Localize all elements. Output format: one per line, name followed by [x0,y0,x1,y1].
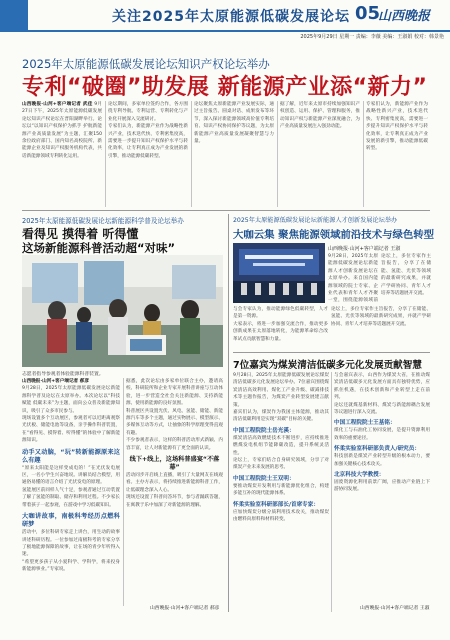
left-story-subhead-1: 动手又动脑，“玩”转新能源原来这么有趣 [22,448,120,464]
left-story-paragraph: “原来太阳能是这样变成电的！”在光伏发电展区，一名小学生兴奋地说。讲解员结合模型，用通俗易懂的语言介绍了光伏发电的原理。 [22,465,120,486]
right-bottom-subhead-1: 中国工程院院士岳光溪： [233,427,295,434]
left-story-bottom-credit: 山西晚报·山河+客户端记者 郝彦 [150,606,220,611]
right-bottom-headline: 7位嘉宾为煤炭清洁低碳多元化发展贡献智慧 [233,360,422,371]
column-divider [331,372,332,612]
lead-column-5 [366,101,428,207]
science-exhibition-photo [22,255,223,367]
left-story-paragraph: 不少参观者表示，这样的科普活动形式新颖、内容丰富，让人对新能源有了更全面的认识。 [126,438,223,451]
right-bottom-paragraph: 9月28日，2025年太原能源低碳发展论坛煤炭清洁低碳多元化发展论坛举办。7位嘉宾围绕煤炭清洁高效利用、煤化工产业升级、碳减排技术等主题作报告，为煤炭产业转型发展建言献策。 [233,373,329,408]
left-story-paragraph: 现场设置多个互动展区，参观者可以近距离观察光伏板、储能电池等设备，亲手操作科普装置，在“看得见、摸得着、听得懂”的体验中了解新能源知识。 [22,416,120,444]
lead-column-2 [108,101,188,207]
column-divider [123,378,124,606]
lead-byline: 山西晚报·山河+客户端记者 武佳 [22,102,93,107]
right-top-column-4 [331,306,431,350]
right-bottom-paragraph: 煤炭清洁高效燃烧技术不断进步，应持续推进燃煤发电机组节能降碳改造，提升系统灵活性。 [233,435,329,456]
left-story-paragraph: 活动中，多位科研专家走上讲台，用生动的故事讲述科研历程。一位参加过南极科考的专家分享了极地能源保障的故事，让在场的青少年听得入迷。 [22,530,120,558]
right-bottom-paragraph: 论坛还就煤基新材料、煤炭与新能源耦合发展等议题进行深入交流。 [334,402,430,416]
lead-column-1 [22,101,102,207]
forum-stage-photo [233,243,325,303]
right-bottom-paragraph: 嘉宾们认为，煤炭作为我国主体能源，推动其清洁低碳利用是实现“双碳”目标的关键。 [233,410,329,423]
page-divider [228,214,229,612]
lead-paragraph: 论坛期间，多家单位签约合作，各方围绕专利导航、专利运营、专利转化与产业化开展深入交流研讨。 [108,102,188,122]
exhibition-illustration [22,255,223,367]
left-story-column-2 [126,378,223,598]
column-divider [191,101,192,207]
right-top-byline: 山西晚报·山河+客户端记者 王淑 [328,246,401,252]
forum-stage-illustration [233,243,325,303]
column-divider [105,101,106,207]
newspaper-brand-logo: 山西晚报 [378,9,431,24]
date-line: 2025年9月29日 星期一 责编：李薇 美编：王淑娟 校对：韩景艳 [300,34,444,40]
right-bottom-subhead-2: 中国工程院院士王双明： [233,475,295,482]
right-bottom-paragraph: 与会嘉宾表示，山西作为煤炭大省，在推动煤炭清洁低碳多元化发展方面具有独特优势，应抓住机遇，在技术创新和产业转型上走在前列。 [334,373,430,401]
lead-column-4 [280,101,360,207]
right-bottom-subhead-6: 北京科技大学教授： [334,472,385,479]
right-top-paragraph: 与会专家认为，推动能源绿色低碳转型，人才是第一资源。 [233,307,328,320]
section-title: 关注2025年太原能源低碳发展论坛 [112,9,350,25]
right-bottom-column-1 [233,372,329,612]
right-top-paragraph: 大家表示，将进一步加强交流合作，推动更多创新成果在太原落地转化，为能源革命综合改革试点贡献智慧和力量。 [233,321,328,342]
right-top-column-1 [328,253,378,305]
right-bottom-column-2 [334,372,430,604]
right-top-headline: 大咖云集 聚焦能源领域前沿技术与绿色转型 [233,229,435,241]
left-story-subhead-2: 大咖讲故事，南极科考经历点燃科研梦 [22,513,120,529]
right-bottom-subhead-4: 中国工程院院士王基铭： [334,420,396,427]
right-bottom-paragraph: 科技创新是煤炭产业转型升级的根本动力，要加强关键核心技术攻关。 [334,454,430,467]
lead-paragraph: 9月27日下午，2025年太原能源低碳发展论坛知识产权论坛在晋阳湖畔举行。论坛以“以知识产权保护为抓手 护航新能源产业高质量发展”为主题，汇聚150余位政府部门、国内知名高校院所、新能源企业及知识产权服务机构代表，共话新能源领域专利转化运用。 [22,102,102,159]
lead-paragraph: 专家们认为，新能源产业作为战略性新兴产业，技术迭代快、专利密集度高，需要进一步提升知识产权保护水平与转化效率，让专利真正成为产业发展的新引擎，推动能源低碳转型。 [366,102,428,152]
lead-paragraph: 据了解，近年来太原市持续加强知识产权创造、运用、保护、管理和服务，推动知识产权与新能源产业深度融合，为产业高质量发展注入强劲动能。 [280,102,360,130]
left-story-kicker: 2025年太原能源低碳发展论坛新能源科学普及论坛举办 [22,217,184,225]
left-story-paragraph: “希望更多孩子从小爱科学、学科学，将来投身新能源事业。”专家说。 [22,559,120,573]
lead-paragraph: 专家们认为，新能源产业作为战略性新兴产业，技术迭代快、专利密集度高，需要进一步提升知识产权保护水平与转化效率，让专利真正成为产业发展的新引擎，推动能源低碳转型。 [108,124,188,159]
masthead-color-block [0,0,28,30]
left-story-paragraph: 科普展区共设置光伏、风电、氢能、储能、新能源汽车等多个主题，通过实物展示、模型演示、多媒体互动等方式，让抽象的科学原理变得直观有趣。 [126,408,223,436]
right-bottom-paragraph: 应加快煤炭分级分质利用技术攻关，推动煤炭由燃料向原料和材料转变。 [233,509,329,523]
masthead-rule [0,30,450,32]
section-rule [22,210,430,211]
left-story-paragraph: 据悉，此次论坛由多家单位联合主办，邀请高校、科研院所和企业专家开展科普讲座与互动体验，进一步营造全社会关注新能源、支持新能源、使用新能源的良好氛围。 [126,379,223,407]
left-story-column-1 [22,378,120,606]
lead-headline: 专利“破圈”助发展 新能源产业添“新力” [22,75,428,100]
right-top-column-3 [233,306,328,350]
left-story-paragraph: 9月28日，2025年太原能源低碳发展论坛新能源科学普及论坛在太原举办。本次论坛以“科技赋能 低碳未来”为主题，面向公众普及新能源知识，吸引了众多市民参与。 [22,386,120,414]
lead-paragraph: 论坛聚焦太原新能源产业发展实际，通过主旨报告、圆桌对话、成果发布等环节，深入探讨新能源领域高价值专利培育、知识产权协同保护等议题，为太原新能源产业高质量发展凝聚智慧与力量。 [194,102,274,145]
right-top-paragraph: 论坛上，多位专家作主旨报告，分享了在储能、氢能、光伏等领域的最新研究成果，并就产学研协同、青年人才培养等话题展开交流。 [381,254,431,297]
right-bottom-paragraph: 煤化工与石油化工协同发展，是提升资源利用效率的重要途径。 [334,428,430,441]
right-bottom-credit: 山西晚报·山河+客户端记者 王淑 [360,606,430,611]
left-story-paragraph: 氢能展区前同样人气十足，参观者通过互动装置了解了氢能的制取、储存和利用过程。不少家长带着孩子一起参观，在游戏中学习低碳知识。 [22,487,120,508]
right-bottom-paragraph: 论坛上，专家们结合自身研究领域，分享了对煤炭产业未来发展的思考。 [233,458,329,471]
right-top-column-2 [381,253,431,305]
page-number: 05 [355,3,381,24]
right-top-kicker: 2025年太原能源低碳发展论坛新能源人才创新发展论坛举办 [233,217,398,224]
right-bottom-subhead-3: 怀柔实验室科研部部长/首席专家： [233,501,319,508]
lead-kicker: 2025年太原能源低碳发展论坛知识产权论坛举办 [22,57,270,71]
left-story-paragraph: 现场还设置了科普问答环节，参与者踊跃答题，在寓教于乐中加深了对新能源的理解。 [126,495,223,508]
left-story-headline-1: 看得见 摸得着 听得懂 [22,227,139,241]
section-rule [233,352,430,353]
column-divider [277,101,278,207]
right-top-paragraph: 9月28日，2025年太原能源低碳发展论坛新能源人才创新发展论坛在太原举办。来自国内能源领域的院士专家、企业代表和青年人才齐聚一堂，围绕能源领域前 [328,254,378,304]
right-bottom-paragraph: 要推动煤炭开发利用与新能源优化组合，构建多能互补的现代能源体系。 [233,483,329,497]
left-story-byline: 山西晚报·山河+客户端记者 郝彦 [22,379,89,384]
right-bottom-subhead-5: 怀柔实验室科研部负责人/研究员： [334,446,420,453]
left-story-headline-2: 这场新能源科普活动超“对味” [22,241,176,255]
photo-caption: 志愿者指导参观者体验能源科普装置。 [22,372,104,377]
left-story-paragraph: 活动同步开启线上直播，吸引了大量网友在线观看。主办方表示，将持续推进新能源科普工作，让低碳理念深入人心。 [126,473,223,493]
lead-column-3 [194,101,274,207]
column-divider [363,101,364,207]
right-top-paragraph: 论坛上，多位专家作主旨报告，分享了在储能、氢能、光伏等领域的最新研究成果，并就产学研协同、青年人才培养等话题展开交流。 [331,307,431,327]
right-bottom-paragraph: 固废资源化利用前景广阔，应推动产业链上下游协同发展。 [334,480,430,493]
left-story-subhead-3: 线下+线上，这场科普盛宴“不落幕” [129,456,220,472]
